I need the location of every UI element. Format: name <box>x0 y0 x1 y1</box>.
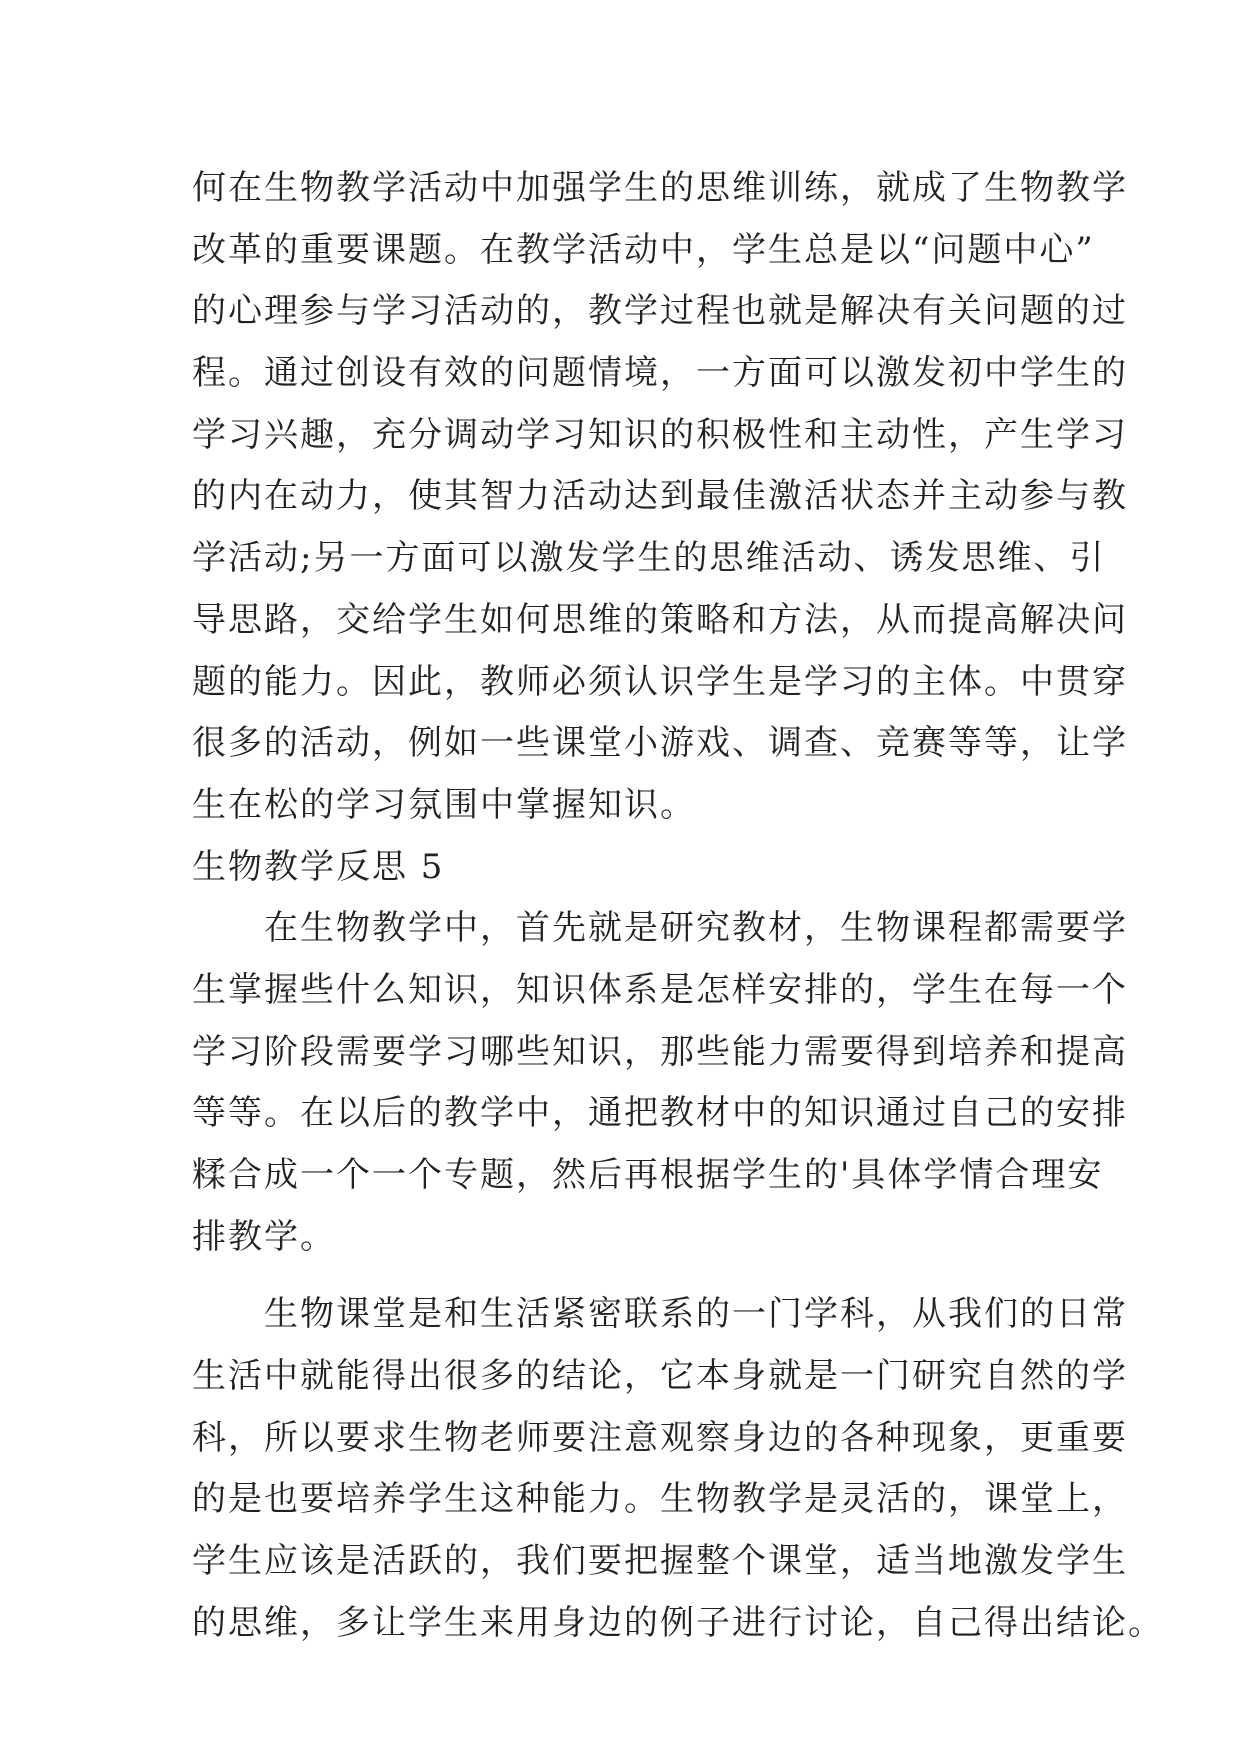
text-line: 的是也要培养学生这种能力。生物教学是灵活的，课堂上， <box>192 1479 1128 1520</box>
text-line: 程。通过创设有效的问题情境，一方面可以激发初中学生的 <box>192 353 1128 394</box>
text-line: 生在松的学习氛围中掌握知识。 <box>192 784 696 825</box>
text-line: 何在生物教学活动中加强学生的思维训练，就成了生物教学 <box>192 168 1128 208</box>
paragraph-spacer <box>192 1268 1052 1284</box>
text-line: 的内在动力，使其智力活动达到最佳激活状态并主动参与教 <box>192 476 1128 517</box>
text-line: 等等。在以后的教学中，通把教材中的知识通过自己的安排 <box>192 1093 1128 1134</box>
text-line: 学习兴趣，充分调动学习知识的积极性和主动性，产生学习 <box>192 414 1128 455</box>
text-line: 学活动;另一方面可以激发学生的思维活动、诱发思维、引 <box>192 538 1106 579</box>
text-line: 学生应该是活跃的，我们要把握整个课堂，适当地激发学生 <box>192 1541 1128 1582</box>
text-line: 在生物教学中，首先就是研究教材，生物课程都需要学 <box>192 908 1128 949</box>
document-body <box>192 158 1164 1655</box>
text-line: 生物课堂是和生活紧密联系的一门学科，从我们的日常 <box>192 1294 1128 1335</box>
text-line: 排教学。 <box>192 1216 336 1257</box>
paragraph-2 <box>192 898 1128 1268</box>
text-line: 糅合成一个一个专题，然后再根据学生的'具体学情合理安 <box>192 1155 1104 1195</box>
text-line: 题的能力。因此，教师必须认识学生是学习的主体。中贯穿 <box>192 661 1128 702</box>
text-line: 生活中就能得出很多的结论，它本身就是一门研究自然的学 <box>192 1356 1128 1397</box>
text-line: 科，所以要求生物老师要注意观察身边的各种现象，更重要 <box>192 1417 1128 1458</box>
section-heading: 生物教学反思 5 <box>192 846 445 887</box>
paragraph-3 <box>192 1284 1164 1654</box>
text-line: 改革的重要课题。在教学活动中，学生总是以“问题中心” <box>192 229 1095 270</box>
text-line: 生掌握些什么知识，知识体系是怎样安排的，学生在每一个 <box>192 969 1128 1010</box>
paragraph-continued <box>192 158 1128 837</box>
text-line: 学习阶段需要学习哪些知识，那些能力需要得到培养和提高 <box>192 1031 1128 1072</box>
text-line: 很多的活动，例如一些课堂小游戏、调查、竞赛等等，让学 <box>192 723 1128 764</box>
text-line: 的思维，多让学生来用身边的例子进行讨论，自己得出结论。 <box>192 1602 1164 1643</box>
text-line: 导思路，交给学生如何思维的策略和方法，从而提高解决问 <box>192 599 1128 640</box>
text-line: 的心理参与学习活动的，教学过程也就是解决有关问题的过 <box>192 291 1128 332</box>
